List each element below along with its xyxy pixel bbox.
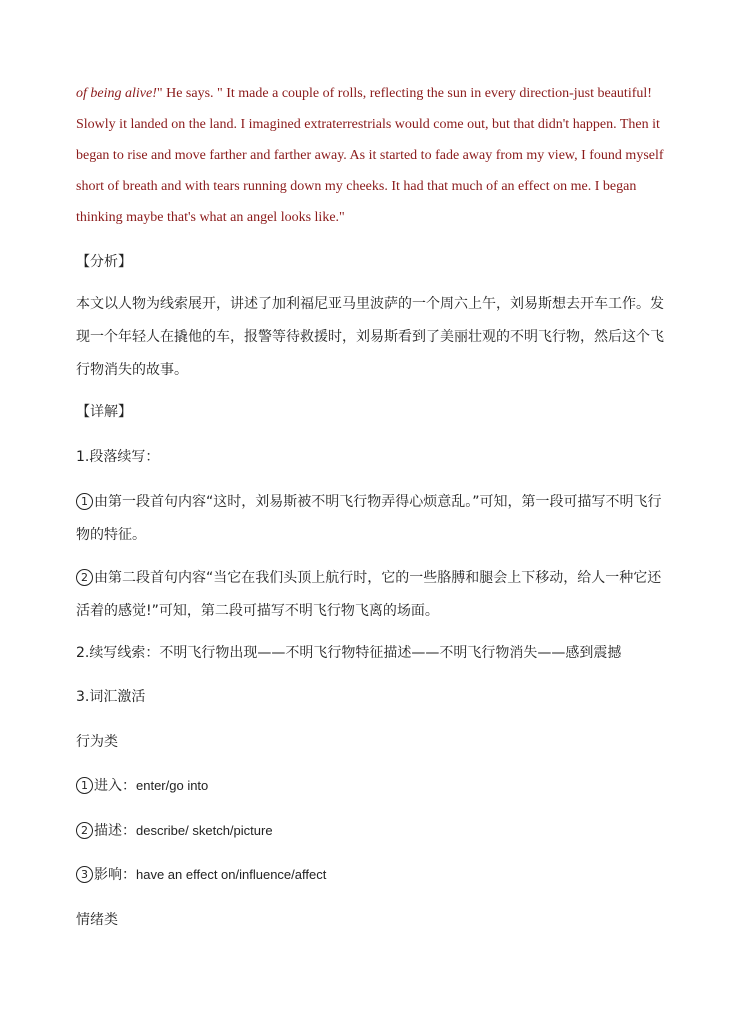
- vocab-words: describe/ sketch/picture: [136, 823, 273, 838]
- story-passage: [76, 78, 666, 233]
- passage-body: " He says. " It made a couple of rolls, reflecting the sun in every direction-just beautiful! Slowly it landed on the land. I imagined extraterrestrials would come out, but that didn't happen. Then it began to rise and move farther and farther away. As it started to fade away from my view, I found myself short of breath and with tears running down my cheeks. It had that much of an effect on me. I began thinking maybe that's what an angel looks like.": [76, 86, 664, 225]
- passage-italic-start: of being alive!: [76, 86, 157, 101]
- circled-3-marker: 3: [76, 866, 93, 883]
- vocab-words: enter/go into: [136, 778, 209, 793]
- vocab-item: [76, 821, 666, 841]
- vocab-item: [76, 776, 666, 796]
- vocab-item: [76, 865, 666, 885]
- item1-a-text: 由第一段首句内容“这时，刘易斯被不明飞行物弄得心烦意乱。”可知，第一段可描写不明飞行物的特征。: [76, 494, 662, 543]
- item3: 3.词汇激活: [76, 689, 146, 705]
- circled-2-marker: 2: [76, 569, 93, 586]
- item1-title: 1.段落续写：: [76, 449, 160, 465]
- vocab-label: 进入：: [94, 778, 136, 794]
- detail-heading: 【详解】: [76, 404, 132, 420]
- circled-1-marker: 1: [76, 493, 93, 510]
- item1-a: [76, 486, 666, 552]
- category-behavior: 行为类: [76, 734, 118, 750]
- vocab-label: 影响：: [94, 867, 136, 883]
- category-emotion: 情绪类: [76, 912, 118, 928]
- item2: 2.续写线索：不明飞行物出现——不明飞行物特征描述——不明飞行物消失——感到震撼: [76, 645, 622, 661]
- analysis-text: 本文以人物为线索展开，讲述了加利福尼亚马里波萨的一个周六上午，刘易斯想去开车工作。发现一个年轻人在撬他的车，报警等待救援时，刘易斯看到了美丽壮观的不明飞行物，然后这个飞行物消失的故事。: [76, 296, 664, 378]
- vocab-label: 描述：: [94, 823, 136, 839]
- circled-2-marker: 2: [76, 822, 93, 839]
- item1-b-text: 由第二段首句内容“当它在我们头顶上航行时，它的一些胳膊和腿会上下移动，给人一种它还活着的感觉!”可知，第二段可描写不明飞行物飞离的场面。: [76, 570, 662, 619]
- analysis-heading: 【分析】: [76, 254, 132, 270]
- circled-1-marker: 1: [76, 777, 93, 794]
- vocab-words: have an effect on/influence/affect: [136, 867, 327, 882]
- item1-b: [76, 562, 666, 628]
